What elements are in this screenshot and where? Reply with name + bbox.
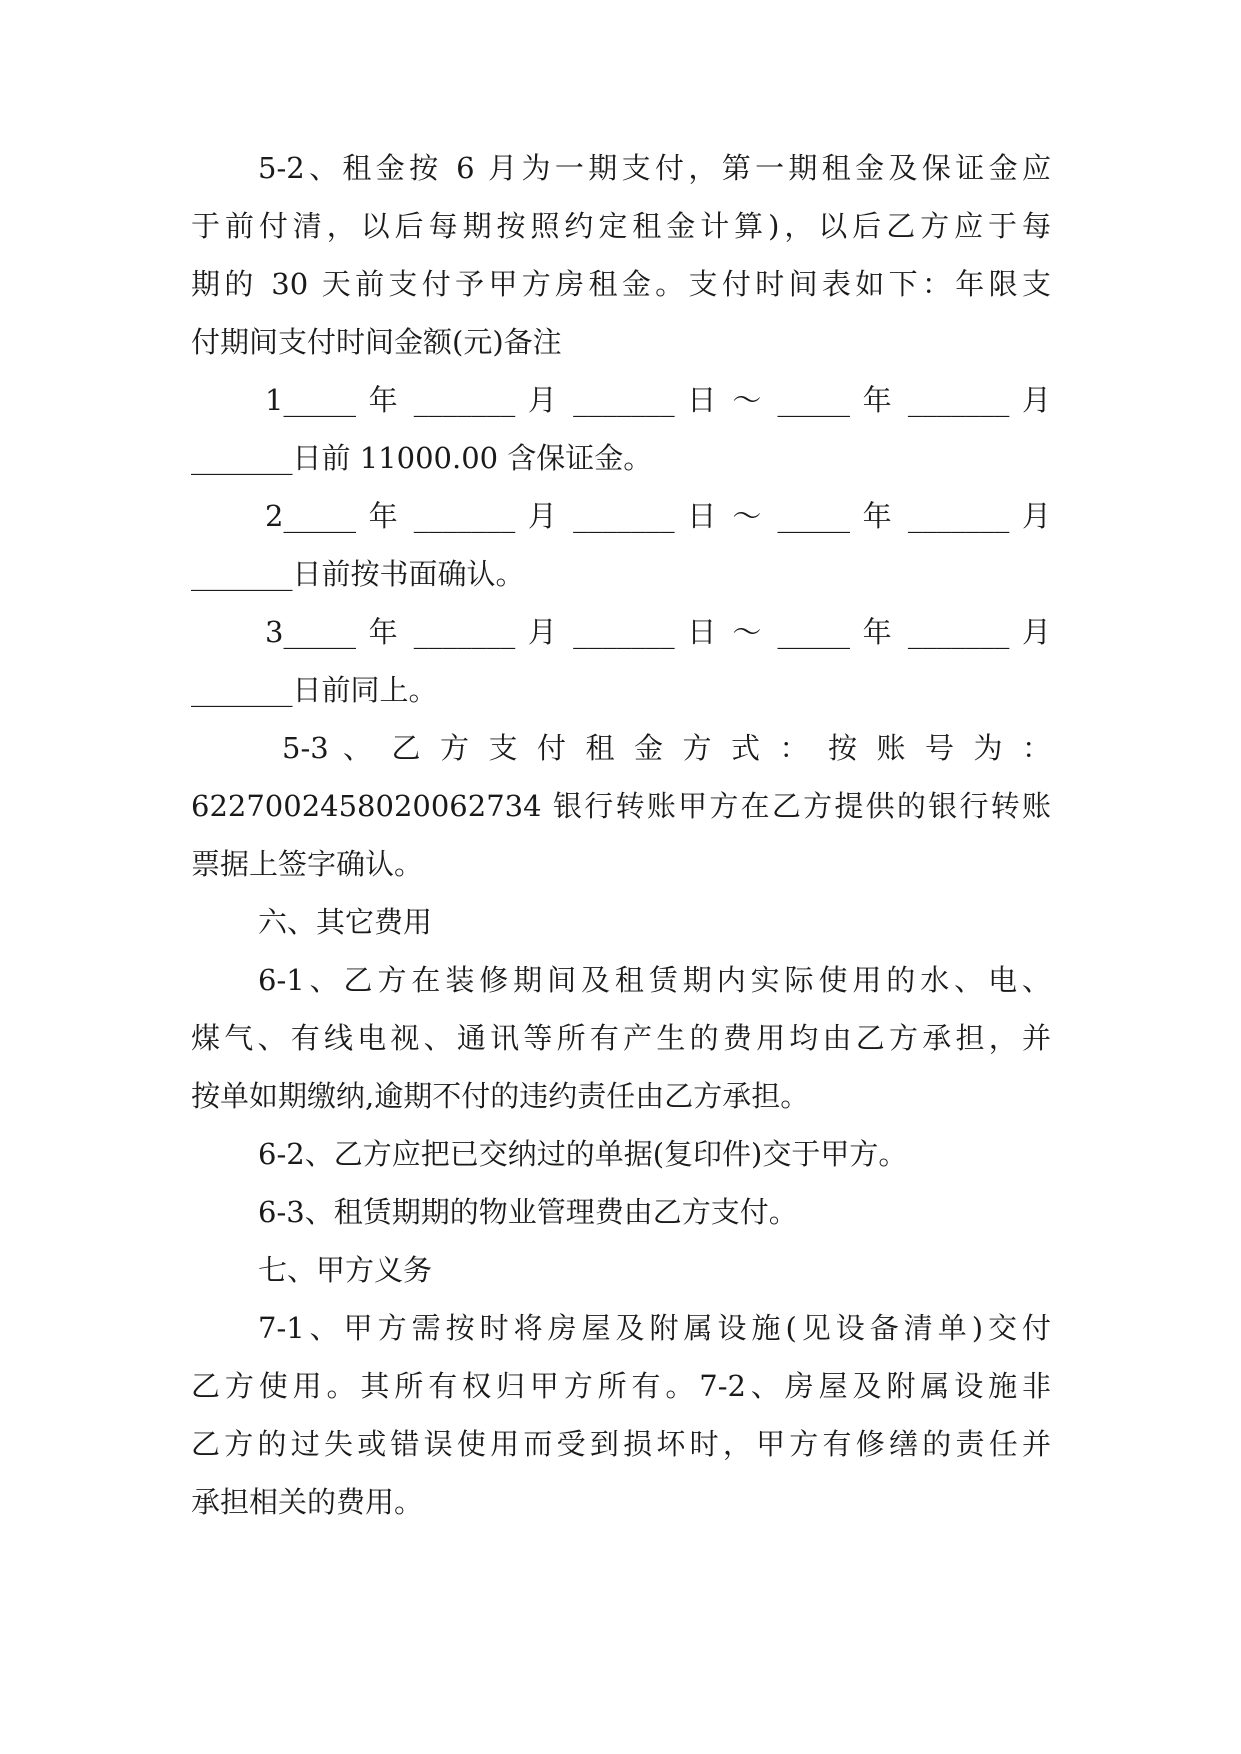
para-5-3-line-2: 6227002458020062734 银行转账甲方在乙方提供的银行转账 (191, 789, 1051, 823)
para-5-3-line-3: 票据上签字确认。 (191, 847, 424, 881)
para-5-3-line-1: 5-3 、 乙 方 支 付 租 金 方 式 ： 按 账 号 为 ： (282, 731, 1051, 765)
para-5-2-line-3: 期的 30 天前支付予甲方房租金。支付时间表如下：年限支 (191, 267, 1051, 301)
para-6-2: 6-2、乙方应把已交纳过的单据(复印件)交于甲方。 (258, 1137, 908, 1171)
para-6-1-line-2: 煤气、有线电视、通讯等所有产生的费用均由乙方承担，并 (191, 1021, 1051, 1055)
schedule-row-1-cont: _______日前 11000.00 含保证金。 (191, 441, 653, 475)
para-5-2-line-1: 5-2、租金按 6 月为一期支付，第一期租金及保证金应 (258, 151, 1051, 185)
para-6-3: 6-3、租赁期期的物业管理费由乙方支付。 (258, 1195, 798, 1229)
section-heading-6: 六、其它费用 (258, 905, 433, 939)
para-5-2-line-2: 于前付清，以后每期按照约定租金计算)，以后乙方应于每 (191, 209, 1051, 243)
schedule-row-3-cont: _______日前同上。 (191, 673, 438, 707)
schedule-row-1: 1_____ 年 _______ 月 _______ 日 ～ _____ 年 _______ 月 (265, 383, 1051, 417)
para-7-1-line-4: 承担相关的费用。 (191, 1485, 424, 1519)
section-heading-7: 七、甲方义务 (258, 1253, 433, 1287)
para-7-1-line-3: 乙方的过失或错误使用而受到损坏时，甲方有修缮的责任并 (191, 1427, 1051, 1461)
para-6-1-line-3: 按单如期缴纳,逾期不付的违约责任由乙方承担。 (191, 1079, 810, 1113)
schedule-row-2-cont: _______日前按书面确认。 (191, 557, 525, 591)
para-6-1-line-1: 6-1、乙方在装修期间及租赁期内实际使用的水、电、 (258, 963, 1051, 997)
para-7-1-line-2: 乙方使用。其所有权归甲方所有。7-2、房屋及附属设施非 (191, 1369, 1051, 1403)
schedule-row-3: 3_____ 年 _______ 月 _______ 日 ～ _____ 年 _______ 月 (265, 615, 1051, 649)
para-7-1-line-1: 7-1、甲方需按时将房屋及附属设施(见设备清单)交付 (258, 1311, 1051, 1345)
schedule-row-2: 2_____ 年 _______ 月 _______ 日 ～ _____ 年 _______ 月 (265, 499, 1051, 533)
para-5-2-line-4: 付期间支付时间金额(元)备注 (191, 325, 562, 359)
